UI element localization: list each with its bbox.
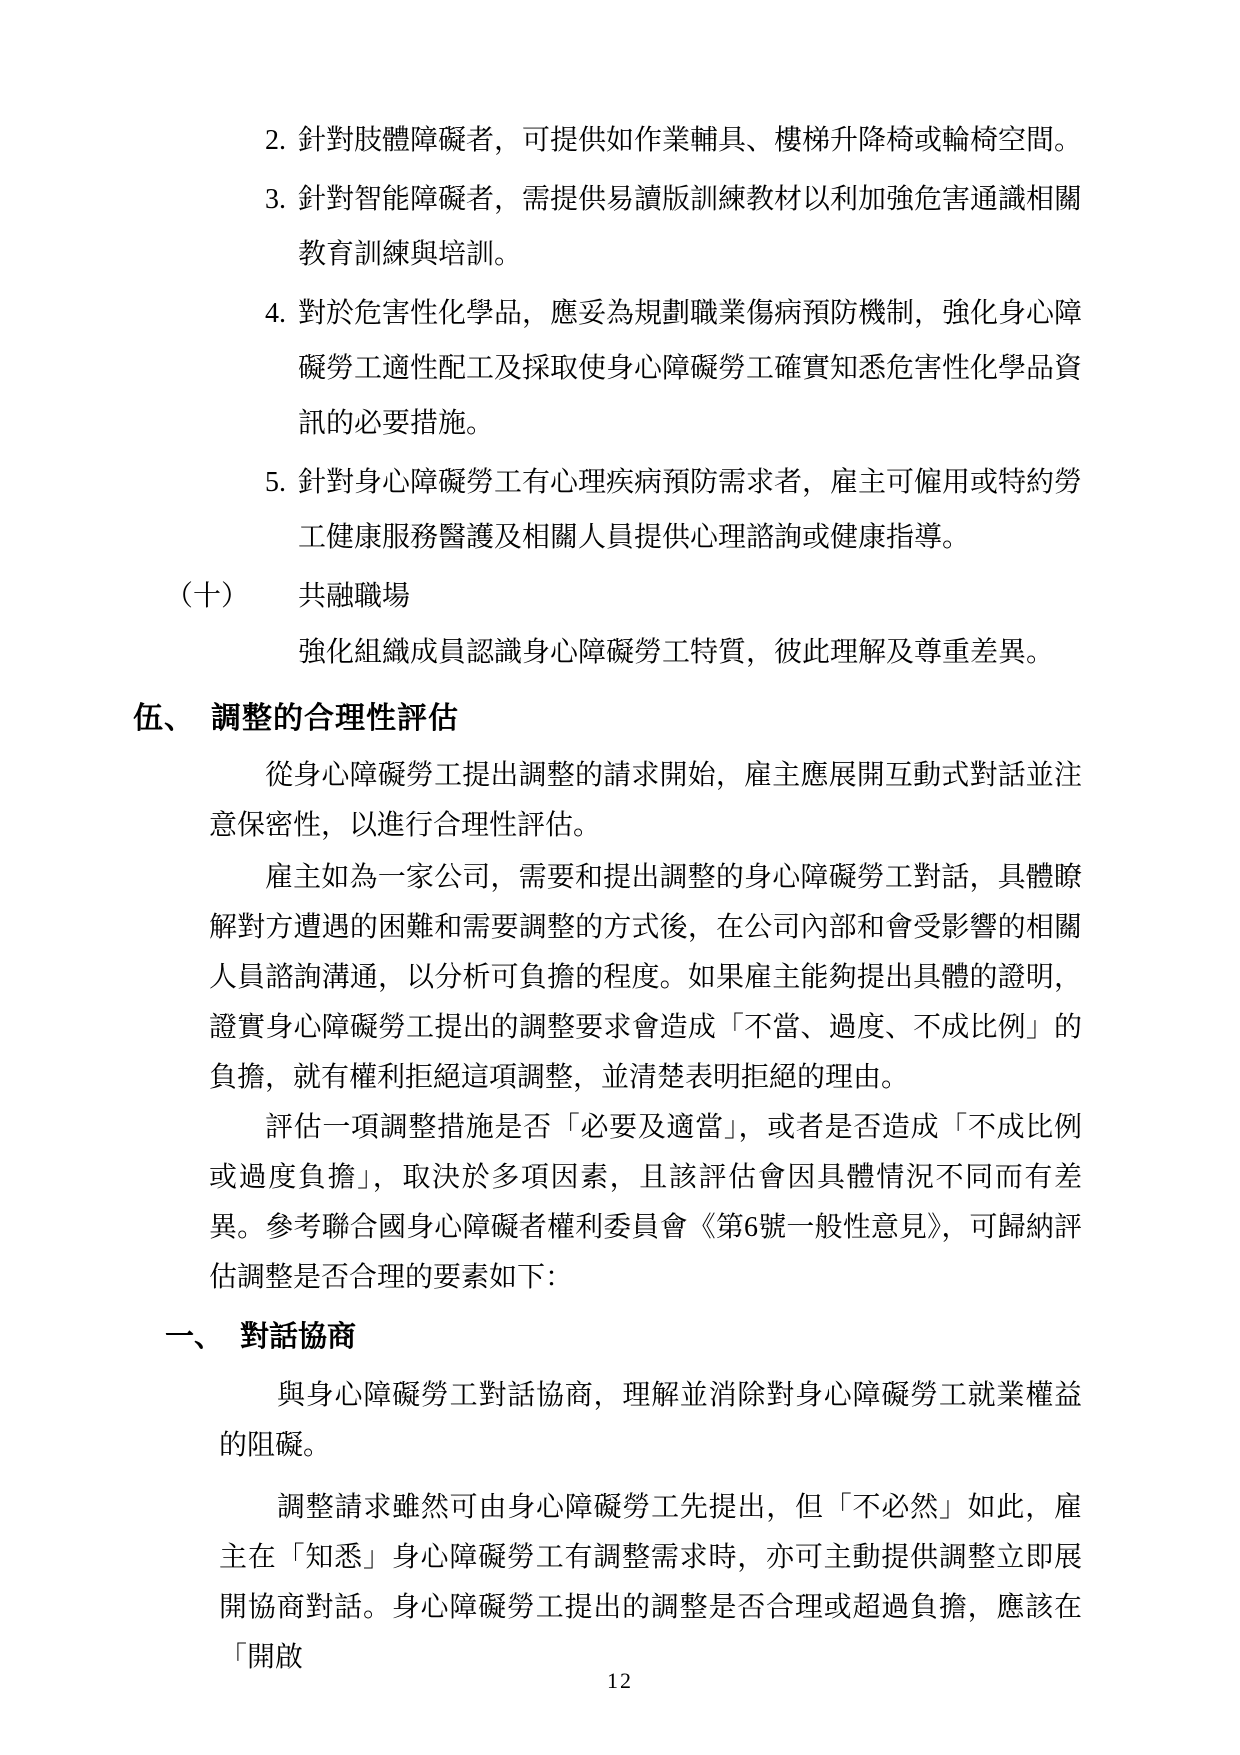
section-heading-five xyxy=(133,690,1240,748)
list-item-marker: 4. xyxy=(265,298,286,329)
section-marker: 伍、 xyxy=(133,702,195,735)
paragraph: 從身心障礙勞工提出調整的請求開始，雇主應展開互動式對話並注意保密性，以進行合理性評估。 xyxy=(209,760,1082,841)
list-item-text: 針對智能障礙者，需提供易讀版訓練教材以利加強危害通識相關教育訓練與培訓。 xyxy=(298,184,1083,270)
list-item xyxy=(265,455,1082,565)
list-item-marker: 3. xyxy=(265,184,286,215)
list-item xyxy=(265,113,1082,168)
sub-item-title: 共融職場 xyxy=(298,581,411,612)
sub-item-marker: （十） xyxy=(165,581,250,612)
paragraph: 與身心障礙勞工對話協商，理解並消除對身心障礙勞工就業權益的阻礙。 xyxy=(219,1380,1082,1461)
paragraph: 雇主如為一家公司，需要和提出調整的身心障礙勞工對話，具體瞭解對方遭遇的困難和需要調整的方式後，在公司內部和會受影響的相關人員諮詢溝通，以分析可負擔的程度。如果雇主能夠提出具體的證明，證實身心障礙勞工提出的調整要求會造成「不當、過度、不成比例」的負擔，就有權利拒絕這項調整，並清楚表明拒絕的理由。 xyxy=(209,862,1082,1093)
list-item xyxy=(265,172,1082,282)
sub-item-paragraph: 強化組織成員認識身心障礙勞工特質，彼此理解及尊重差異。 xyxy=(298,637,1055,668)
subsection-title: 對話協商 xyxy=(240,1321,357,1353)
list-item-text: 對於危害性化學品，應妥為規劃職業傷病預防機制，強化身心障礙勞工適性配工及採取使身心障礙勞工確實知悉危害性化學品資訊的必要措施。 xyxy=(298,298,1083,439)
sub-item-heading xyxy=(165,569,1082,624)
paragraph: 評估一項調整措施是否「必要及適當」，或者是否造成「不成比例或過度負擔」，取決於多項因素，且該評估會因具體情況不同而有差異。參考聯合國身心障礙者權利委員會《第6號一般性意見》，可歸納評估調整是否合理的要素如下： xyxy=(209,1112,1082,1293)
list-item-marker: 5. xyxy=(265,467,286,498)
section-title: 調整的合理性評估 xyxy=(211,702,459,735)
subsection-heading-one xyxy=(165,1309,1240,1365)
list-item xyxy=(265,286,1082,451)
list-item-text: 針對身心障礙勞工有心理疾病預防需求者，雇主可僱用或特約勞工健康服務醫護及相關人員提供心理諮詢或健康指導。 xyxy=(298,467,1083,553)
subsection-marker: 一、 xyxy=(165,1321,224,1353)
list-item-text: 針對肢體障礙者，可提供如作業輔具、樓梯升降椅或輪椅空間。 xyxy=(298,125,1083,156)
list-item-marker: 2. xyxy=(265,125,286,156)
page-number: 12 xyxy=(607,1668,633,1693)
paragraph: 調整請求雖然可由身心障礙勞工先提出，但「不必然」如此，雇主在「知悉」身心障礙勞工有調整需求時，亦可主動提供調整立即展開協商對話。身心障礙勞工提出的調整是否合理或超過負擔，應該在「開啟 xyxy=(219,1492,1082,1673)
